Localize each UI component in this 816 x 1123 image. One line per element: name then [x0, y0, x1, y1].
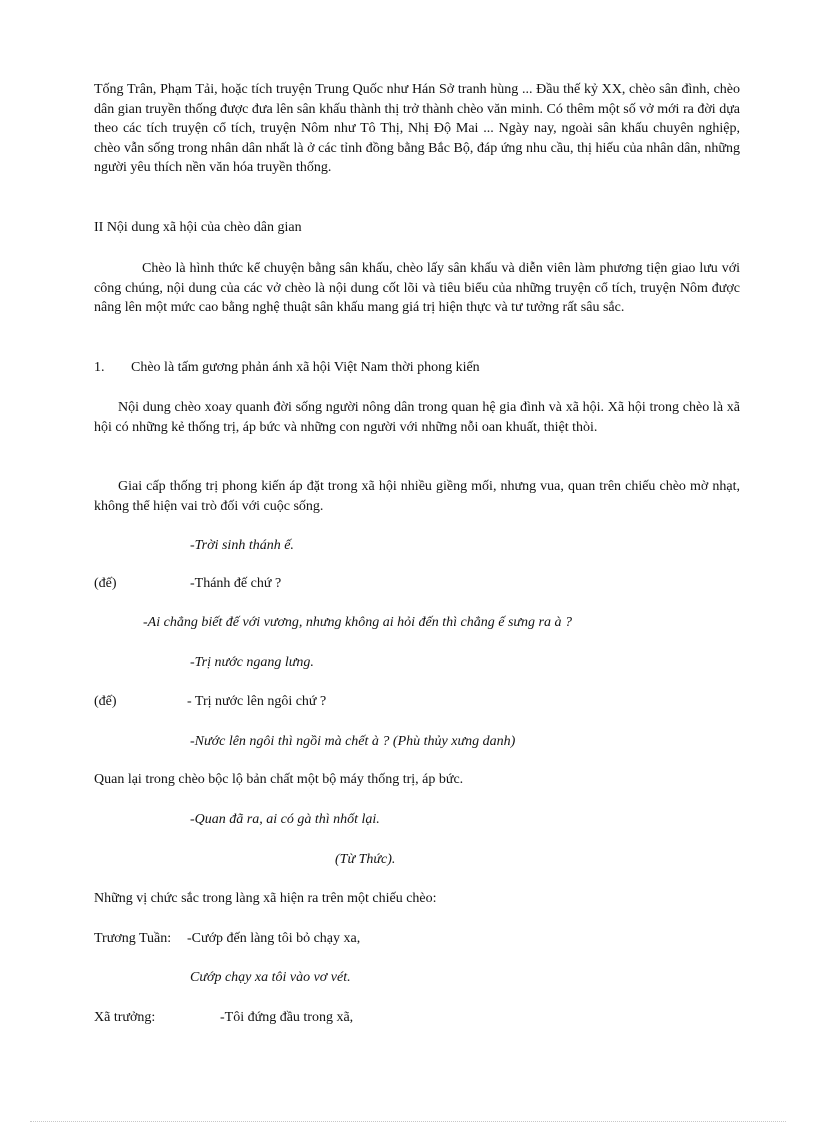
officials-paragraph: Quan lại trong chèo bộc lộ bản chất một bộ máy thống trị, áp bức.: [94, 772, 464, 787]
speaker-label: Xã trưởng:: [94, 1010, 156, 1025]
verse-line: Cướp chạy xa tôi vào vơ vét.: [190, 970, 351, 985]
speaker-label: Trương Tuần:: [94, 931, 172, 946]
verse-line: -Ai chẳng biết đế với vương, nhưng không ai hỏi đến thì chẳng ế sưng ra à ?: [143, 615, 573, 630]
cheo-definition-paragraph: Chèo là hình thức kể chuyện bằng sân khấu, chèo lấy sân khấu và diễn viên làm phương tiện giao lưu với công chúng, nội dung của các vở chèo là nội dung cốt lõi và tiêu biểu của những truyện cổ tích, truyện Nôm được nâng lên một mức cao bằng nghệ thuật sân khấu mang giá trị hiện thực và tư tưởng rất sâu sắc.: [94, 261, 740, 316]
subsection-title: Chèo là tấm gương phản ánh xã hội Việt Nam thời phong kiến: [131, 360, 480, 375]
source-citation: (Từ Thức).: [335, 852, 396, 867]
de-response: -Thánh đế chứ ?: [190, 576, 282, 591]
ruling-class-paragraph: Giai cấp thống trị phong kiến áp đặt trong xã hội nhiều giềng mối, nhưng vua, quan trên chiếu chèo mờ nhạt, không thể hiện vai trò đối với cuộc sống.: [94, 479, 740, 514]
dignitaries-paragraph: Những vị chức sắc trong làng xã hiện ra trên một chiếu chèo:: [94, 891, 437, 906]
de-response: - Trị nước lên ngôi chứ ?: [187, 694, 327, 709]
verse-line: -Nước lên ngôi thì ngồi mà chết à ? (Phù thủy xưng danh): [190, 734, 516, 749]
page-footer-divider: [30, 1121, 786, 1122]
de-label: (đế): [94, 576, 117, 591]
content-paragraph: Nội dung chèo xoay quanh đời sống người nông dân trong quan hệ gia đình và xã hội. Xã hội trong chèo là xã hội có những kẻ thống trị, áp bức và những con người với những nỗi oan khuất, thiệt thòi.: [94, 400, 740, 435]
subsection-heading-1: [94, 358, 480, 378]
verse-line: -Trị nước ngang lưng.: [190, 655, 314, 670]
section-heading-ii: II Nội dung xã hội của chèo dân gian: [94, 220, 302, 235]
intro-paragraph: Tống Trân, Phạm Tải, hoặc tích truyện Trung Quốc như Hán Sở tranh hùng ... Đầu thế kỷ XX, chèo sân đình, chèo dân gian truyền thống được đưa lên sân khấu thành thị trở thành chèo văn minh. Có thêm một số vở mới ra đời dựa theo các tích truyện cổ tích, truyện Nôm như Tô Thị, Nhị Độ Mai ... Ngày nay, ngoài sân khấu chuyên nghiệp, chèo vẫn sống trong nhân dân nhất là ở các tỉnh đồng bằng Bắc Bộ, đáp ứng nhu cầu, thị hiếu của nhân dân, những người yêu thích nền văn hóa truyền thống.: [94, 82, 740, 176]
subsection-number: 1.: [94, 360, 105, 375]
speaker-line: -Tôi đứng đầu trong xã,: [220, 1010, 354, 1025]
speaker-line: -Cướp đến làng tôi bỏ chạy xa,: [187, 931, 361, 946]
verse-line: -Trời sinh thánh ế.: [190, 538, 294, 553]
de-label: (đế): [94, 694, 117, 709]
verse-line: -Quan đã ra, ai có gà thì nhốt lại.: [190, 812, 380, 827]
